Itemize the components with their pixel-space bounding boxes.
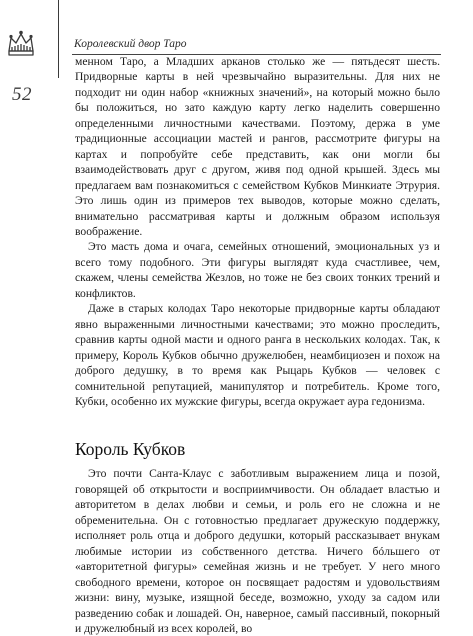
margin-rule <box>58 0 59 78</box>
paragraph: менном Таро, а Младших арканов столько же — пятьдесят шесть. Придворные карты в ней чрезвычайно выразительны. Для них не подходит ни один набор «книжных значений», на который можно было бы положиться, но зато каждую карту легко наделить совершенно определенными личностными качествами. Поэтому, держа в уме традиционные ассоциации мастей и рангов, рассмотрите фигуры на картах и попробуйте себе представить, как они могли бы взаимодействовать друг с другом, живя под одной крышей. Здесь мы предлагаем вам познакомиться с семейством Кубков Минкиате Этрурия. Это лишь один из примеров тех выводов, которые можно сделать, внимательно рассматривая карты и должным образом используя воображение. <box>75 55 440 238</box>
section-title: Король Кубков <box>75 439 186 460</box>
page-number: 52 <box>12 84 32 105</box>
paragraph: Даже в старых колодах Таро некоторые придворные карты обладают явно выраженными личностными качествами; это можно проследить, сравнив карты одной масти и одного ранга в нескольких колодах. Так, к примеру, Король Кубков обычно дружелюбен, неамбициозен и похож на доброго дедушку, в то время как Рыцарь Кубков — человек с сомнительной репутацией, манипулятор и потребитель. Кроме того, Кубки, особенно их мужские фигуры, всегда окружает аура гедонизма. <box>75 302 440 408</box>
running-head: Королевский двор Таро <box>74 38 187 50</box>
paragraph: Это почти Санта-Клаус с заботливым выражением лица и позой, говорящей об открытости и восприимчивости. Он обладает властью и авторитетом в делах любви и семьи, и роль его не сложна и не обременительна. Он с готовностью предлагает дружескую поддержку, исполняет роль отца и доброго дедушки, который рассказывает внукам любимые истории из собственного детства. Ничего бóльшего от «авторитетной фигуры» семейная жизнь и не требует. У него много свободного времени, которое он посвящает радостям и удовольствиям жизни: вину, музыке, изящной беседе, возможно, уходу за садом или разведению собак и лошадей. Он, наверное, самый пассивный, покорный и дружелюбный из всех королей, во <box>75 467 440 635</box>
crown-icon <box>4 26 38 60</box>
body-text <box>75 54 440 636</box>
paragraph: Это масть дома и очага, семейных отношений, эмоциональных уз и всего тому подобного. Эти фигуры выглядят куда счастливее, чем, скажем, члены семейства Жезлов, но тоже не без своих тонких трений и конфликтов. <box>75 240 440 300</box>
